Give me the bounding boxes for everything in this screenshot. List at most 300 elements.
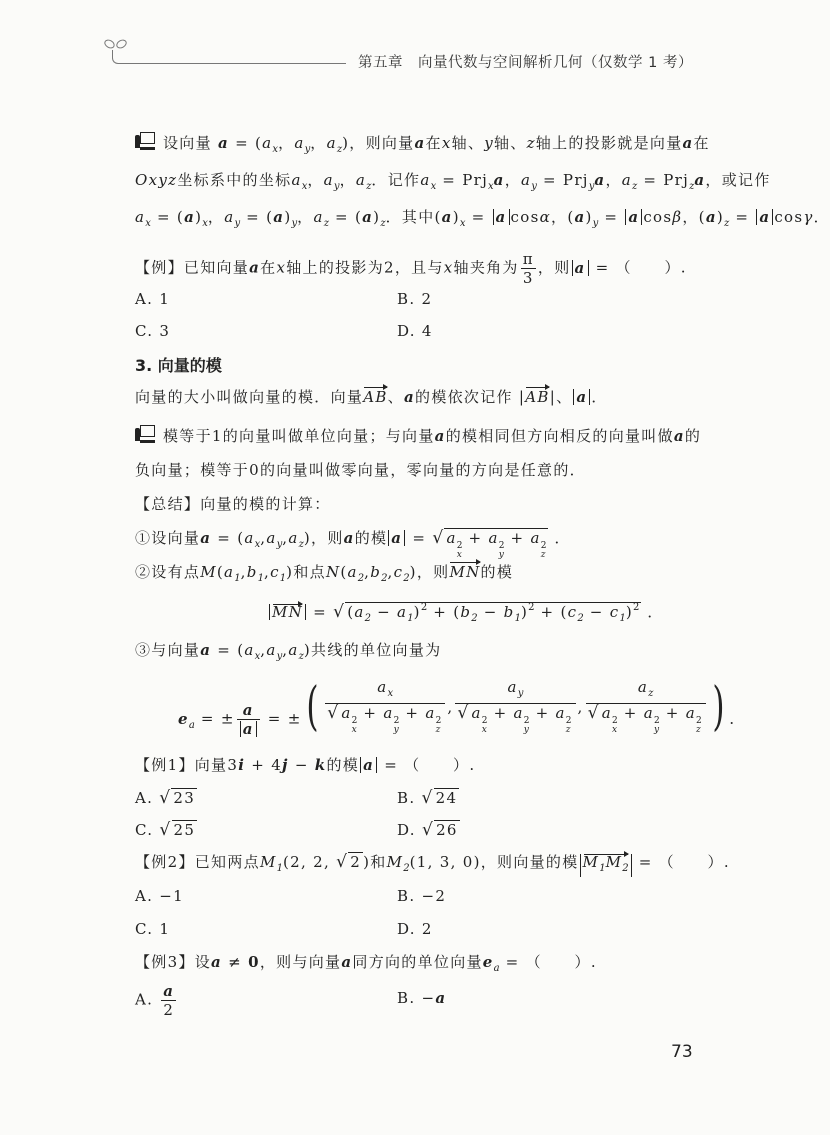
- math-base: a: [705, 208, 717, 226]
- math-symbol: [243, 720, 254, 738]
- text-segment: ,: [260, 529, 267, 547]
- math-symbol: [574, 208, 585, 226]
- math-symbol: [244, 641, 261, 662]
- subscript: y: [517, 688, 524, 699]
- text-segment: 【总结】向量的模的计算：: [135, 495, 331, 513]
- text-segment: ，: [605, 171, 622, 189]
- radicand: [470, 703, 574, 735]
- math-base: a: [435, 989, 447, 1007]
- math-symbol: [178, 709, 195, 731]
- subscript: y: [531, 181, 537, 192]
- math-symbol: [244, 529, 261, 550]
- subscript: z: [323, 218, 329, 229]
- text-segment: +: [357, 704, 384, 722]
- math-base: a: [377, 678, 388, 696]
- math-symbol: [362, 208, 373, 226]
- math-base: a: [262, 134, 273, 152]
- text-segment: ．: [813, 208, 830, 226]
- math-base: y: [291, 218, 298, 229]
- text-segment: −: [371, 603, 398, 621]
- text-segment: = （ ）.: [378, 756, 476, 774]
- option-b: [397, 289, 432, 309]
- fraction: [237, 701, 260, 738]
- math-symbol: [628, 208, 639, 226]
- text-segment: ．: [729, 709, 746, 728]
- subscript: y: [653, 725, 660, 735]
- text-segment: C. 1: [135, 920, 171, 938]
- math-base: AB: [525, 388, 550, 406]
- math-base: 2: [632, 602, 640, 613]
- math-base: z: [724, 218, 730, 229]
- math-base: 2: [528, 602, 535, 613]
- math-symbol: [276, 259, 286, 277]
- math-base: a: [628, 208, 640, 226]
- math-symbol: [621, 171, 638, 192]
- math-symbol: [435, 989, 446, 1007]
- denominator: [237, 719, 260, 738]
- radicand: [444, 528, 548, 560]
- math-base: a: [420, 171, 431, 189]
- math-base: β: [672, 208, 683, 226]
- text-segment: (1, 3, 0)，则向量的模: [409, 853, 579, 871]
- superscript: 2: [435, 716, 442, 726]
- subscript: x: [351, 725, 357, 735]
- formula-line: [135, 562, 513, 589]
- math-symbol: [494, 171, 505, 189]
- math-symbol: [444, 259, 454, 277]
- math-symbol: [272, 603, 303, 621]
- text-segment: ): [195, 208, 203, 226]
- math-symbol: [326, 563, 340, 581]
- math-symbol: [435, 427, 446, 445]
- math-base: a: [249, 258, 261, 277]
- radicand: [171, 788, 197, 807]
- text-segment: ): [452, 208, 460, 226]
- option-b: [397, 788, 459, 808]
- math-symbol: [460, 603, 478, 624]
- text-segment: 轴夹角为: [453, 258, 519, 277]
- math-symbol: [370, 563, 388, 584]
- math-base: a: [135, 208, 146, 226]
- subscript: y: [333, 181, 340, 192]
- math-base: a: [507, 678, 518, 696]
- math-symbol: [135, 171, 177, 189]
- text-segment: 在: [693, 134, 710, 152]
- radicand: [172, 820, 198, 839]
- math-base: a: [341, 704, 352, 722]
- text-segment: ): [373, 208, 381, 226]
- text-segment: = (: [328, 208, 363, 226]
- math-base: b: [460, 603, 472, 621]
- subscript: z: [695, 725, 701, 735]
- text-segment: 的模: [480, 563, 514, 581]
- text-line: [135, 170, 771, 197]
- math-base: a: [594, 171, 606, 189]
- text-segment: ②设有点: [135, 563, 201, 581]
- sub-sup: [541, 542, 547, 560]
- math-base: z: [689, 181, 695, 192]
- math-base: a: [403, 388, 416, 406]
- math-base: a: [513, 704, 524, 722]
- math-symbol: [496, 208, 507, 226]
- math-base: a: [621, 171, 632, 189]
- text-segment: )，则: [303, 529, 344, 547]
- math-symbol: [266, 529, 283, 550]
- math-symbol: [163, 982, 174, 1000]
- absolute-value: [625, 209, 642, 225]
- subscript: 2: [403, 573, 410, 584]
- math-base: a: [441, 208, 453, 226]
- text-segment: ，(: [551, 208, 575, 226]
- text-line: [163, 426, 701, 446]
- formula-line: [135, 528, 571, 560]
- text-segment: A.: [135, 990, 160, 1009]
- absolute-value: [756, 209, 773, 225]
- subscript: x: [301, 181, 308, 192]
- text-segment: 轴、: [451, 134, 485, 152]
- option-a: [135, 886, 184, 906]
- text-segment: 24: [435, 789, 458, 807]
- math-symbol: [530, 529, 547, 560]
- square-root: [159, 788, 197, 808]
- math-symbol: [674, 427, 685, 445]
- subscript: x: [387, 688, 394, 699]
- subscript: 2: [577, 613, 584, 624]
- option-a: [135, 982, 178, 1019]
- math-symbol: [397, 603, 414, 624]
- math-symbol: [575, 259, 586, 277]
- math-symbol: [471, 704, 488, 735]
- text-segment: 在: [425, 134, 442, 152]
- square-root: [159, 820, 197, 840]
- math-symbol: [803, 208, 813, 226]
- text-segment: ,: [577, 697, 584, 716]
- math-symbol: [326, 134, 343, 155]
- text-segment: ,: [364, 563, 371, 581]
- math-base: a: [643, 704, 654, 722]
- math-base: i: [238, 756, 246, 774]
- numerator: [375, 678, 395, 703]
- math-symbol: [363, 756, 374, 774]
- text-segment: (2, 2,: [283, 853, 337, 871]
- text-segment: A. −1: [135, 887, 184, 905]
- text-segment: +: [659, 704, 686, 722]
- example-question: [135, 952, 597, 979]
- text-segment: ．其中(: [385, 208, 442, 226]
- subscript: 1: [514, 613, 521, 624]
- text-segment: 【例2】已知两点: [135, 853, 260, 871]
- text-segment: = ±: [194, 709, 235, 728]
- math-base: a: [495, 208, 507, 226]
- math-symbol: [393, 563, 410, 584]
- text-segment: 、: [387, 388, 404, 406]
- math-base: a: [341, 953, 353, 971]
- teacher-note-icon: [135, 132, 155, 150]
- math-base: a: [354, 603, 365, 621]
- option-d: [397, 820, 460, 840]
- text-line: [135, 460, 586, 480]
- option-b: [397, 988, 446, 1008]
- text-segment: cos: [643, 208, 673, 226]
- text-segment: (: [340, 563, 348, 581]
- math-base: M: [200, 563, 217, 581]
- text-segment: 2: [163, 1001, 175, 1019]
- math-base: a: [343, 529, 355, 547]
- text-segment: ): [625, 603, 633, 621]
- math-symbol: [525, 388, 549, 406]
- text-segment: 轴上的投影就是向量: [535, 134, 683, 152]
- subscript: z: [565, 725, 571, 735]
- text-segment: = (: [240, 208, 274, 226]
- text-segment: 【例3】设: [135, 953, 212, 971]
- radicand: [348, 852, 363, 871]
- math-base: a: [682, 134, 694, 152]
- text-segment: C.: [135, 821, 160, 839]
- subscript: y: [523, 725, 529, 735]
- math-symbol: [200, 641, 211, 659]
- text-segment: +: [529, 704, 556, 722]
- math-symbol: [482, 953, 500, 974]
- text-segment: = (: [150, 208, 185, 226]
- math-symbol: [344, 529, 355, 547]
- text-segment: = （ ）.: [499, 953, 597, 971]
- denominator: [521, 268, 536, 287]
- text-segment: −: [288, 756, 315, 774]
- math-base: M: [386, 853, 404, 871]
- text-segment: ≠: [222, 953, 249, 971]
- text-segment: ，: [297, 208, 314, 226]
- text-segment: 向量的大小叫做向量的模．向量: [135, 388, 364, 406]
- math-base: 2: [420, 602, 428, 613]
- math-base: e: [482, 953, 494, 971]
- text-segment: B. −2: [397, 887, 447, 905]
- math-base: c: [270, 563, 280, 581]
- text-segment: )和: [363, 853, 387, 871]
- text-segment: ): [520, 603, 529, 621]
- text-segment: ．: [591, 388, 608, 406]
- text-segment: 2: [350, 853, 362, 871]
- leaf-sprout-icon: [115, 38, 129, 50]
- math-base: a: [266, 641, 277, 659]
- math-symbol: [582, 853, 606, 874]
- text-segment: π: [522, 250, 534, 268]
- math-symbol: [540, 208, 551, 226]
- option-a: [135, 788, 197, 808]
- superscript: 2: [498, 541, 505, 551]
- unit-vector-formula: [178, 678, 746, 738]
- text-segment: −: [477, 603, 504, 621]
- text-segment: ，则: [537, 258, 571, 277]
- text-segment: ，: [339, 171, 356, 189]
- math-symbol: [442, 208, 453, 226]
- text-segment: +: [487, 704, 514, 722]
- math-symbol: [294, 134, 311, 155]
- math-symbol: [184, 208, 195, 226]
- math-symbol: [135, 208, 151, 229]
- subscript: y: [498, 550, 504, 560]
- superscript: 2: [695, 716, 702, 726]
- subscript: z: [648, 688, 654, 699]
- text-segment: 3: [522, 269, 534, 287]
- math-symbol: [643, 704, 660, 735]
- text-segment: ,: [260, 641, 267, 659]
- vector-arrow: [525, 387, 549, 407]
- math-base: c: [393, 563, 404, 581]
- subscript: y: [234, 218, 241, 229]
- superscript: 2: [540, 541, 547, 551]
- numerator: [636, 678, 656, 703]
- option-c: [135, 321, 170, 341]
- math-base: a: [288, 641, 299, 659]
- text-segment: (: [216, 563, 225, 581]
- option-b: [397, 886, 446, 906]
- parenthesized-group: [302, 678, 730, 735]
- summary-label: [135, 494, 331, 514]
- math-base: a: [163, 982, 175, 1000]
- math-base: a: [323, 171, 334, 189]
- text-line: [135, 207, 830, 234]
- math-base: a: [414, 134, 426, 152]
- math-base: a: [521, 171, 532, 189]
- square-root: [588, 704, 704, 735]
- math-symbol: [224, 563, 241, 584]
- math-symbol: [503, 603, 521, 624]
- math-symbol: [211, 953, 222, 971]
- subscript: 1: [599, 863, 606, 874]
- text-segment: ，: [310, 134, 327, 152]
- text-line: [135, 387, 608, 407]
- text-segment: = Prj: [637, 171, 690, 189]
- subscript: x: [430, 181, 437, 192]
- math-base: x: [488, 181, 494, 192]
- text-segment: ,: [447, 697, 454, 716]
- math-symbol: [383, 704, 400, 735]
- math-base: a: [224, 563, 235, 581]
- math-base: a: [266, 529, 277, 547]
- math-symbol: [555, 704, 572, 735]
- math-base: a: [601, 704, 612, 722]
- text-segment: ,: [264, 563, 271, 581]
- math-symbol: [637, 678, 654, 699]
- subscript: a: [493, 963, 500, 974]
- text-segment: = Prj: [536, 171, 589, 189]
- text-segment: 模等于1的向量叫做单位向量；与向量: [163, 427, 435, 445]
- denominator: [161, 1000, 176, 1019]
- text-segment: = Prj: [436, 171, 489, 189]
- math-base: a: [576, 388, 588, 406]
- example-question: [135, 250, 687, 287]
- sub-sup: [566, 717, 572, 735]
- math-base: a: [273, 208, 285, 226]
- math-base: a: [574, 208, 586, 226]
- text-segment: ，: [504, 171, 522, 189]
- math-base: b: [246, 563, 258, 581]
- math-base: M: [582, 853, 600, 871]
- text-segment: 设向量: [163, 134, 218, 152]
- math-symbol: [442, 134, 452, 152]
- subscript: y: [304, 144, 311, 155]
- subscript: 1: [234, 573, 241, 584]
- fraction: [521, 250, 536, 287]
- math-base: x: [443, 258, 454, 277]
- subscript: z: [336, 144, 343, 155]
- page-number: 73: [671, 1042, 693, 1062]
- subscript: x: [254, 651, 261, 662]
- subscript: 2: [357, 573, 365, 584]
- section-heading: 3. 向量的模: [135, 356, 222, 375]
- math-base: y: [484, 134, 494, 152]
- math-base: a: [242, 701, 254, 719]
- math-symbol: [386, 853, 410, 874]
- subscript: z: [540, 550, 546, 560]
- superscript: 2: [456, 541, 463, 551]
- numerator: [521, 250, 536, 268]
- text-segment: 【例1】向量3: [135, 756, 239, 774]
- math-base: e: [178, 709, 189, 728]
- text-segment: ，(: [682, 208, 706, 226]
- text-segment: 的模依次记作 |: [415, 388, 526, 406]
- subscript: x: [481, 725, 487, 735]
- subscript: x: [254, 539, 261, 550]
- math-symbol: [683, 134, 694, 152]
- math-symbol: [672, 208, 682, 226]
- header-rule-curve: [112, 50, 121, 64]
- numerator: [161, 982, 176, 1000]
- subscript: a: [188, 719, 195, 731]
- math-base: a: [244, 529, 255, 547]
- subscript: 2: [381, 573, 388, 584]
- math-base: a: [217, 134, 229, 152]
- math-symbol: [449, 563, 480, 581]
- text-segment: ,: [282, 641, 289, 659]
- subscript: x: [145, 218, 151, 229]
- absolute-value: [573, 389, 590, 405]
- text-segment: ，或记作: [705, 171, 771, 189]
- math-base: c: [567, 603, 578, 621]
- subscript: 2: [622, 863, 629, 874]
- math-symbol: [246, 563, 265, 584]
- text-segment: 的: [684, 427, 702, 445]
- vector-arrow: [272, 604, 303, 620]
- option-d: [397, 321, 433, 341]
- math-symbol: [706, 208, 717, 226]
- text-segment: 的模相同但方向相反的向量叫做: [445, 427, 674, 445]
- math-symbol: [282, 756, 289, 774]
- text-segment: 25: [173, 821, 196, 839]
- square-root: [327, 704, 443, 735]
- text-segment: A.: [135, 789, 160, 807]
- formula-line: [268, 598, 664, 629]
- text-segment: B. −: [397, 989, 436, 1007]
- math-base: 0: [248, 953, 260, 971]
- example-question: [135, 755, 475, 775]
- math-base: a: [471, 704, 482, 722]
- example-question: [135, 852, 730, 879]
- text-segment: = ±: [261, 709, 302, 728]
- math-base: M: [605, 853, 623, 871]
- sub-sup: [696, 717, 702, 735]
- denominator: [455, 703, 575, 735]
- math-base: a: [294, 134, 305, 152]
- text-segment: ①设向量: [135, 529, 201, 547]
- subscript: 1: [276, 863, 283, 874]
- text-segment: )，则向量: [342, 134, 415, 152]
- math-base: N: [325, 563, 341, 581]
- math-base: a: [555, 704, 566, 722]
- math-base: z: [526, 134, 536, 152]
- math-symbol: [270, 563, 287, 584]
- text-segment: cos: [510, 208, 540, 226]
